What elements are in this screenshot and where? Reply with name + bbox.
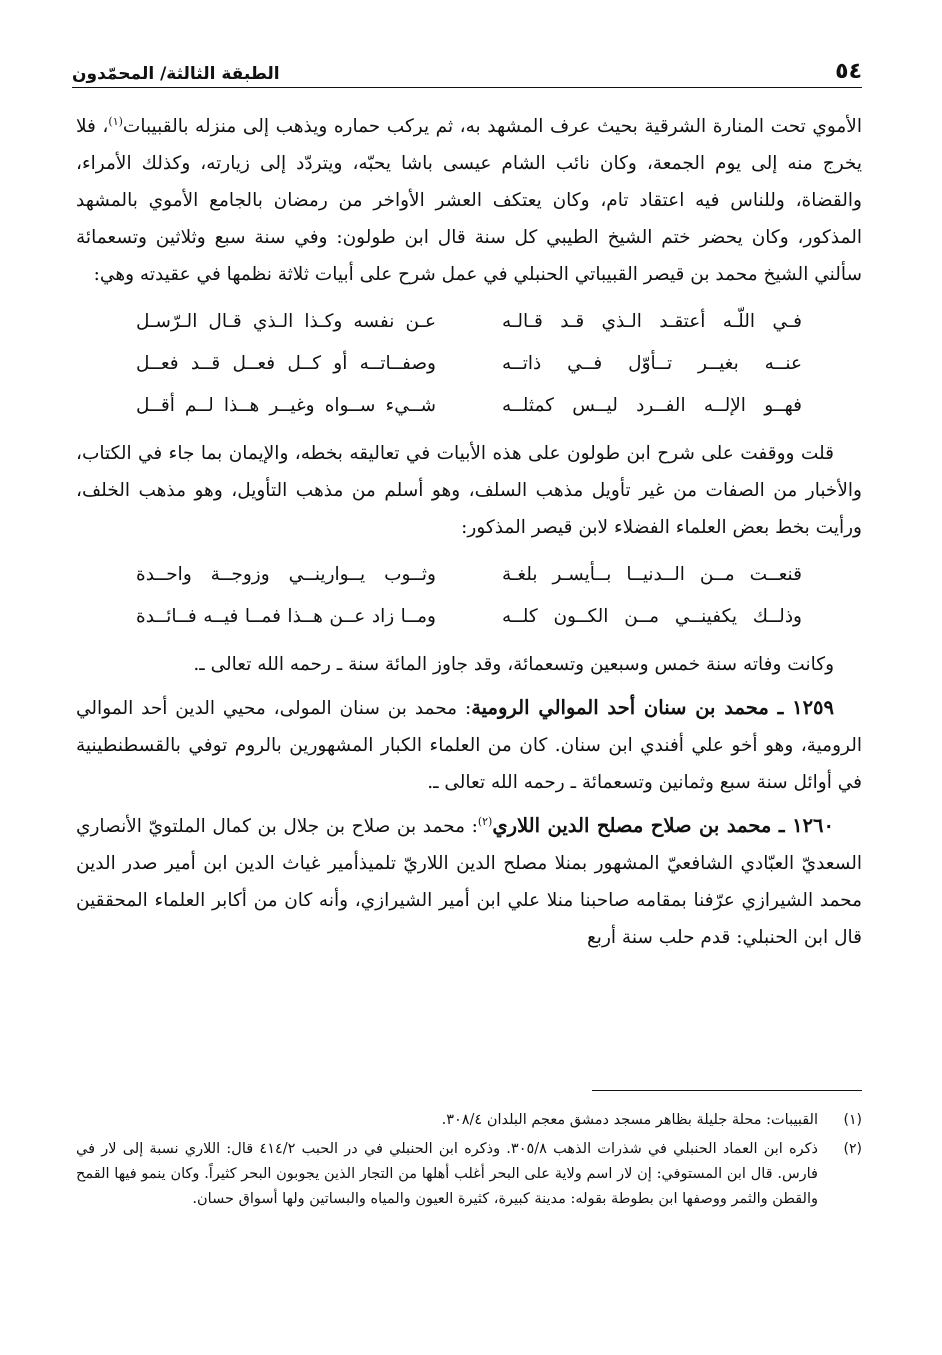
verse-first-half: قنعــت مــن الــدنيــا بــأيسـر بلغـة xyxy=(502,564,802,585)
footnote-item xyxy=(76,1137,862,1212)
entry-1260-title: ١٢٦٠ ـ محمد بن صلاح مصلح الدين اللاري xyxy=(492,814,834,837)
footnote-number: (١) xyxy=(843,1112,862,1128)
verse-first-half: فـي اللّـه أعتقـد الـذي قـد قـالـه xyxy=(502,311,802,332)
footnote-ref-2[interactable]: (٢) xyxy=(477,814,493,828)
paragraph-intro-text: الأموي تحت المنارة الشرقية بحيث عرف المشهد به، ثم يركب حماره ويذهب إلى منزله بالقبيبات xyxy=(122,116,863,137)
verse-second-half: شــيء ســواه وغيــر هــذا لــم أقــل xyxy=(136,395,436,416)
verse-second-half: عـن نفسه وكـذا الـذي قـال الـرّسـل xyxy=(136,311,436,332)
entry-1260 xyxy=(76,807,862,956)
footnote-text: ذكره ابن العماد الحنبلي في شذرات الذهب ٣٠٥/٨. وذكره ابن الحنبلي في در الحبب ٤١٤/٢ قال: اللاري نسبة إلى لار في فارس. قال ابن المستوفي: إن لار اسم ولاية على البحر أغلب أهلها من التجار الذين يجوبون البحر كثيراً. وكان ينمو فيها القمح والقطن والثمر ووصفها ابن بطوطة بقوله: مدينة كبيرة، كثيرة العيون والمياه والبساتين ولها أسواق حسان. xyxy=(76,1141,818,1207)
poem-creed xyxy=(76,301,862,427)
footnotes xyxy=(76,1108,862,1216)
running-title: الطبقة الثالثة/ المحمّدون xyxy=(72,64,280,84)
paragraph-commentary: قلت ووقفت على شرح ابن طولون على هذه الأبيات في تعاليقه بخطه، والإيمان بما جاء في الكتاب، والأخبار من الصفات من غير تأويل مذهب السلف، وهو أسلم من مذهب التأويل، وهو مذهب الخلف، ورأيت بخط بعض العلماء الفضلاء لابن قيصر المذكور: xyxy=(76,443,862,538)
verse-first-half: وذلــك يكفينــي مــن الكــون كلــه xyxy=(502,606,802,627)
paragraph-death: وكانت وفاته سنة خمس وسبعين وتسعمائة، وقد جاوز المائة سنة ـ رحمه الله تعالى ـ. xyxy=(193,654,834,675)
footnote-item xyxy=(76,1108,862,1133)
poem-verse xyxy=(76,554,862,596)
verse-second-half: وثــوب يــوارينــي وزوجــة واحــدة xyxy=(136,564,436,585)
footnote-text: القبيبات: محلة جليلة بظاهر مسجد دمشق معجم البلدان ٣٠٨/٤. xyxy=(441,1112,818,1128)
paragraph-intro xyxy=(76,108,862,293)
footnote-number: (٢) xyxy=(843,1141,862,1157)
poem-contentment xyxy=(76,554,862,638)
entry-1259-text: : محمد بن سنان المولى، محيي الدين أحد الموالي الرومية، وهو أخو علي أفندي ابن سنان. كان من العلماء الكبار المشهورين بالروم توفي بالقسطنطينية في أوائل سنة سبع وثمانين وتسعمائة ـ رحمه الله تعالى ـ. xyxy=(76,698,862,793)
verse-second-half: ومــا زاد عــن هــذا فمــا فيــه فــائــدة xyxy=(136,606,436,627)
entry-1259-title: ١٢٥٩ ـ محمد بن سنان أحد الموالي الرومية xyxy=(471,696,834,719)
entry-1259 xyxy=(76,689,862,801)
poem-verse xyxy=(76,343,862,385)
poem-verse xyxy=(76,385,862,427)
footnote-ref-1[interactable]: (١) xyxy=(108,114,123,128)
paragraph-intro-cont: ، فلا يخرج منه إلى يوم الجمعة، وكان نائب الشام عيسى باشا يحبّه، ويتردّد إلى زيارته، وكذلك الأمراء، والقضاة، وللناس فيه اعتقاد تام، وكان يعتكف العشر الأواخر من رمضان بالجامع الأموي بالمشهد المذكور، وكان يحضر ختم الشيخ الطيبي كل سنة قال ابن طولون: وفي سنة سبع وثلاثين وتسعمائة سألني الشيخ محمد بن قيصر القبيباتي الحنبلي في عمل شرح على أبيات ثلاثة نظمها في عقيدته وهي: xyxy=(76,116,862,285)
verse-second-half: وصفــاتــه أو كــل فعــل قــد فعــل xyxy=(136,353,436,374)
verse-first-half: عنــه بغيــر تــأوّل فــي ذاتــه xyxy=(502,353,802,374)
page-number: ٥٤ xyxy=(835,59,862,84)
poem-verse xyxy=(76,596,862,638)
poem-verse xyxy=(76,301,862,343)
verse-first-half: فهــو الإلــه الفــرد ليــس كمثلــه xyxy=(502,395,802,416)
page-header xyxy=(72,52,862,88)
main-text xyxy=(76,108,862,956)
entry-1260-text: : محمد بن صلاح بن جلال بن كمال الملتويّ الأنصاري السعديّ العبّادي الشافعيّ المشهور بمنلا مصلح الدين اللاريّ تلميذأمير غياث الدين ابن أمير صدر الدين محمد الشيرازي عرّفنا بمقامه صاحبنا منلا علي ابن أمير الشيرازي، وأنه كان من أكابر العلماء المحققين قال ابن الحنبلي: قدم حلب سنة أربع xyxy=(76,816,862,948)
footnote-divider xyxy=(592,1090,862,1091)
